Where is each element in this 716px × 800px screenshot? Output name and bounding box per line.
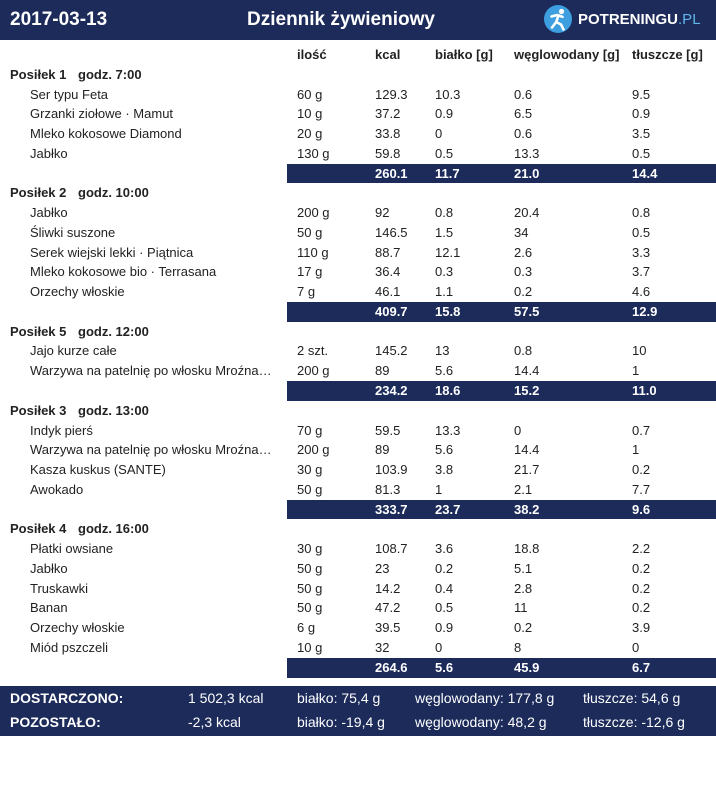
col-header-carbs: węglowodany [g] — [514, 47, 620, 62]
food-name: Płatki owsiane — [30, 541, 114, 557]
food-carbs: 8 — [514, 639, 522, 655]
food-protein: 0.5 — [435, 145, 454, 161]
food-kcal: 32 — [375, 639, 390, 655]
column-header-row — [0, 45, 716, 65]
remaining-kcal: -2,3 kcal — [188, 714, 241, 730]
food-kcal: 129.3 — [375, 86, 408, 102]
food-qty: 70 g — [297, 422, 323, 438]
total-protein: 15.8 — [435, 303, 461, 319]
food-carbs: 0.6 — [514, 86, 533, 102]
total-protein: 23.7 — [435, 501, 461, 517]
food-kcal: 23 — [375, 560, 390, 576]
food-fat: 0.2 — [632, 462, 651, 478]
food-fat: 3.7 — [632, 264, 651, 280]
food-carbs: 0 — [514, 422, 522, 438]
food-qty: 50 g — [297, 580, 323, 596]
food-fat: 2.2 — [632, 541, 651, 557]
meal-total-row — [0, 658, 716, 678]
food-carbs: 11 — [514, 600, 528, 616]
total-protein: 5.6 — [435, 659, 454, 675]
food-name: Warzywa na patelnię po włosku Mroźna… — [30, 363, 272, 379]
food-protein: 1 — [435, 481, 443, 497]
remaining-protein: białko: -19,4 g — [297, 714, 385, 730]
food-qty: 200 g — [297, 442, 330, 458]
delivered-label: DOSTARCZONO: — [10, 690, 124, 706]
food-name: Miód pszczeli — [30, 639, 109, 655]
food-name: Indyk pierś — [30, 422, 93, 438]
remaining-label: POZOSTAŁO: — [10, 714, 101, 730]
food-fat: 0.2 — [632, 580, 651, 596]
col-header-fat: tłuszcze [g] — [632, 47, 703, 62]
food-carbs: 2.6 — [514, 244, 533, 260]
food-carbs: 34 — [514, 224, 529, 240]
meal-name: Posiłek 3 — [10, 402, 67, 418]
food-row — [0, 460, 716, 480]
food-carbs: 2.1 — [514, 481, 533, 497]
food-row — [0, 598, 716, 618]
food-row — [0, 124, 716, 144]
meal-header — [0, 401, 716, 421]
total-protein: 18.6 — [435, 383, 461, 399]
food-kcal: 14.2 — [375, 580, 401, 596]
food-name: Banan — [30, 600, 68, 616]
total-kcal: 333.7 — [375, 501, 408, 517]
food-fat: 0.9 — [632, 106, 651, 122]
logo-suffix-text: .PL — [678, 11, 701, 28]
food-kcal: 89 — [375, 442, 390, 458]
food-protein: 12.1 — [435, 244, 461, 260]
daily-summary — [0, 686, 716, 736]
meal-header — [0, 322, 716, 342]
food-fat: 1 — [632, 363, 640, 379]
food-fat: 0.8 — [632, 205, 651, 221]
meal-header — [0, 519, 716, 539]
meal-name: Posiłek 1 — [10, 66, 67, 82]
remaining-fat: tłuszcze: -12,6 g — [583, 714, 685, 730]
total-carbs: 21.0 — [514, 165, 540, 181]
diary-date: 2017-03-13 — [10, 9, 108, 30]
meal-rows — [0, 65, 716, 678]
total-fat: 11.0 — [632, 383, 657, 399]
food-carbs: 2.8 — [514, 580, 533, 596]
total-kcal: 260.1 — [375, 165, 408, 181]
food-fat: 9.5 — [632, 86, 651, 102]
food-qty: 50 g — [297, 600, 323, 616]
food-carbs: 21.7 — [514, 462, 540, 478]
food-qty: 20 g — [297, 126, 323, 142]
food-name: Śliwki suszone — [30, 224, 116, 240]
col-header-protein: białko [g] — [435, 47, 493, 62]
food-row — [0, 203, 716, 223]
food-qty: 30 g — [297, 541, 323, 557]
food-kcal: 59.8 — [375, 145, 401, 161]
food-protein: 0.5 — [435, 600, 454, 616]
food-carbs: 14.4 — [514, 363, 540, 379]
food-fat: 0.5 — [632, 145, 651, 161]
food-qty: 50 g — [297, 481, 323, 497]
food-qty: 2 szt. — [297, 343, 329, 359]
food-qty: 130 g — [297, 145, 330, 161]
food-kcal: 37.2 — [375, 106, 401, 122]
food-protein: 3.6 — [435, 541, 454, 557]
food-fat: 4.6 — [632, 284, 651, 300]
food-row — [0, 559, 716, 579]
delivered-carbs: węglowodany: 177,8 g — [415, 690, 555, 706]
total-kcal: 264.6 — [375, 659, 408, 675]
delivered-kcal: 1 502,3 kcal — [188, 690, 264, 706]
page-title: Dziennik żywieniowy — [247, 9, 435, 30]
food-name: Jabłko — [30, 205, 68, 221]
food-row — [0, 85, 716, 105]
food-fat: 0.2 — [632, 560, 651, 576]
food-protein: 0 — [435, 639, 443, 655]
food-kcal: 103.9 — [375, 462, 408, 478]
meal-total-row — [0, 164, 716, 184]
food-fat: 0.5 — [632, 224, 651, 240]
meal-time: godz. 12:00 — [78, 323, 149, 339]
meal-name: Posiłek 5 — [10, 323, 67, 339]
food-fat: 1 — [632, 442, 640, 458]
food-kcal: 39.5 — [375, 620, 401, 636]
total-fat: 14.4 — [632, 165, 658, 181]
food-kcal: 46.1 — [375, 284, 401, 300]
food-name: Orzechy włoskie — [30, 284, 125, 300]
food-qty: 17 g — [297, 264, 323, 280]
food-qty: 7 g — [297, 284, 316, 300]
remaining-carbs: węglowodany: 48,2 g — [415, 714, 547, 730]
delivered-protein: białko: 75,4 g — [297, 690, 381, 706]
food-fat: 0.7 — [632, 422, 651, 438]
food-name: Jabłko — [30, 560, 68, 576]
food-name: Ser typu Feta — [30, 86, 109, 102]
food-fat: 0 — [632, 639, 640, 655]
summary-delivered-row — [0, 686, 716, 710]
food-carbs: 13.3 — [514, 145, 540, 161]
food-carbs: 18.8 — [514, 541, 540, 557]
food-name: Truskawki — [30, 580, 89, 596]
delivered-fat: tłuszcze: 54,6 g — [583, 690, 681, 706]
food-kcal: 36.4 — [375, 264, 401, 280]
total-carbs: 45.9 — [514, 659, 540, 675]
meal-time: godz. 10:00 — [78, 185, 149, 201]
food-qty: 200 g — [297, 205, 330, 221]
logo-wordmark — [578, 5, 701, 34]
food-qty: 30 g — [297, 462, 323, 478]
food-carbs: 0.2 — [514, 620, 533, 636]
food-fat: 0.2 — [632, 600, 651, 616]
food-fat: 7.7 — [632, 481, 651, 497]
food-protein: 0.8 — [435, 205, 454, 221]
food-protein: 0 — [435, 126, 443, 142]
runner-icon — [543, 4, 573, 34]
food-carbs: 20.4 — [514, 205, 540, 221]
meal-time: godz. 16:00 — [78, 521, 149, 537]
meal-total-bar — [287, 500, 716, 520]
food-kcal: 145.2 — [375, 343, 408, 359]
meal-total-row — [0, 500, 716, 520]
food-carbs: 0.8 — [514, 343, 533, 359]
total-protein: 11.7 — [435, 165, 460, 181]
food-protein: 3.8 — [435, 462, 454, 478]
food-protein: 10.3 — [435, 86, 461, 102]
food-qty: 50 g — [297, 560, 323, 576]
food-protein: 13 — [435, 343, 450, 359]
header-bar — [0, 0, 716, 40]
food-protein: 1.1 — [435, 284, 454, 300]
meal-total-bar — [287, 658, 716, 678]
food-protein: 0.3 — [435, 264, 454, 280]
meal-header — [0, 183, 716, 203]
food-carbs: 0.3 — [514, 264, 533, 280]
food-protein: 5.6 — [435, 442, 454, 458]
total-carbs: 38.2 — [514, 501, 540, 517]
total-kcal: 409.7 — [375, 303, 408, 319]
food-row — [0, 618, 716, 638]
food-qty: 10 g — [297, 639, 323, 655]
meal-header — [0, 65, 716, 85]
food-protein: 0.4 — [435, 580, 454, 596]
food-protein: 13.3 — [435, 422, 461, 438]
food-kcal: 146.5 — [375, 224, 408, 240]
food-carbs: 5.1 — [514, 560, 533, 576]
meal-total-row — [0, 302, 716, 322]
food-kcal: 81.3 — [375, 481, 401, 497]
food-row — [0, 539, 716, 559]
logo-main-text: POTRENINGU — [578, 11, 679, 28]
food-qty: 10 g — [297, 106, 323, 122]
total-carbs: 57.5 — [514, 303, 540, 319]
food-kcal: 89 — [375, 363, 390, 379]
food-qty: 110 g — [297, 244, 329, 260]
food-name: Jajo kurze całe — [30, 343, 117, 359]
food-kcal: 33.8 — [375, 126, 401, 142]
food-row — [0, 579, 716, 599]
food-name: Warzywa na patelnię po włosku Mroźna… — [30, 442, 272, 458]
food-name: Mleko kokosowe Diamond — [30, 126, 182, 142]
total-fat: 9.6 — [632, 501, 651, 517]
food-name: Kasza kuskus (SANTE) — [30, 462, 166, 478]
food-qty: 50 g — [297, 224, 323, 240]
food-protein: 1.5 — [435, 224, 454, 240]
food-row — [0, 282, 716, 302]
food-kcal: 59.5 — [375, 422, 401, 438]
food-row — [0, 480, 716, 500]
food-protein: 0.9 — [435, 620, 454, 636]
col-header-kcal: kcal — [375, 47, 401, 62]
food-carbs: 14.4 — [514, 442, 540, 458]
total-fat: 6.7 — [632, 659, 651, 675]
food-protein: 0.9 — [435, 106, 454, 122]
total-carbs: 15.2 — [514, 383, 540, 399]
food-row — [0, 421, 716, 441]
col-header-qty: ilość — [297, 47, 327, 62]
food-carbs: 6.5 — [514, 106, 533, 122]
food-protein: 5.6 — [435, 363, 454, 379]
food-row — [0, 361, 716, 381]
food-qty: 6 g — [297, 620, 316, 636]
food-name: Orzechy włoskie — [30, 620, 125, 636]
food-row — [0, 262, 716, 282]
food-fat: 10 — [632, 343, 647, 359]
meal-name: Posiłek 4 — [10, 521, 67, 537]
food-carbs: 0.2 — [514, 284, 533, 300]
total-fat: 12.9 — [632, 303, 658, 319]
food-row — [0, 341, 716, 361]
meal-name: Posiłek 2 — [10, 185, 67, 201]
food-fat: 3.9 — [632, 620, 651, 636]
food-row — [0, 243, 716, 263]
food-name: Awokado — [30, 481, 84, 497]
food-qty: 60 g — [297, 86, 323, 102]
food-row — [0, 144, 716, 164]
food-name: Jabłko — [30, 145, 68, 161]
food-kcal: 88.7 — [375, 244, 401, 260]
total-kcal: 234.2 — [375, 383, 408, 399]
food-row — [0, 104, 716, 124]
food-fat: 3.3 — [632, 244, 651, 260]
summary-remaining-row — [0, 710, 716, 734]
meal-total-row — [0, 381, 716, 401]
food-row — [0, 223, 716, 243]
food-kcal: 108.7 — [375, 541, 408, 557]
food-name: Serek wiejski lekki · Piątnica — [30, 244, 194, 260]
food-row — [0, 638, 716, 658]
food-row — [0, 440, 716, 460]
food-protein: 0.2 — [435, 560, 454, 576]
food-kcal: 47.2 — [375, 600, 401, 616]
brand-logo — [543, 5, 708, 35]
food-name: Mleko kokosowe bio · Terrasana — [30, 264, 217, 280]
meal-table — [0, 45, 716, 678]
food-fat: 3.5 — [632, 126, 651, 142]
food-kcal: 92 — [375, 205, 390, 221]
meal-time: godz. 13:00 — [78, 402, 149, 418]
food-qty: 200 g — [297, 363, 330, 379]
food-carbs: 0.6 — [514, 126, 533, 142]
meal-time: godz. 7:00 — [78, 66, 142, 82]
food-name: Grzanki ziołowe · Mamut — [30, 106, 174, 122]
